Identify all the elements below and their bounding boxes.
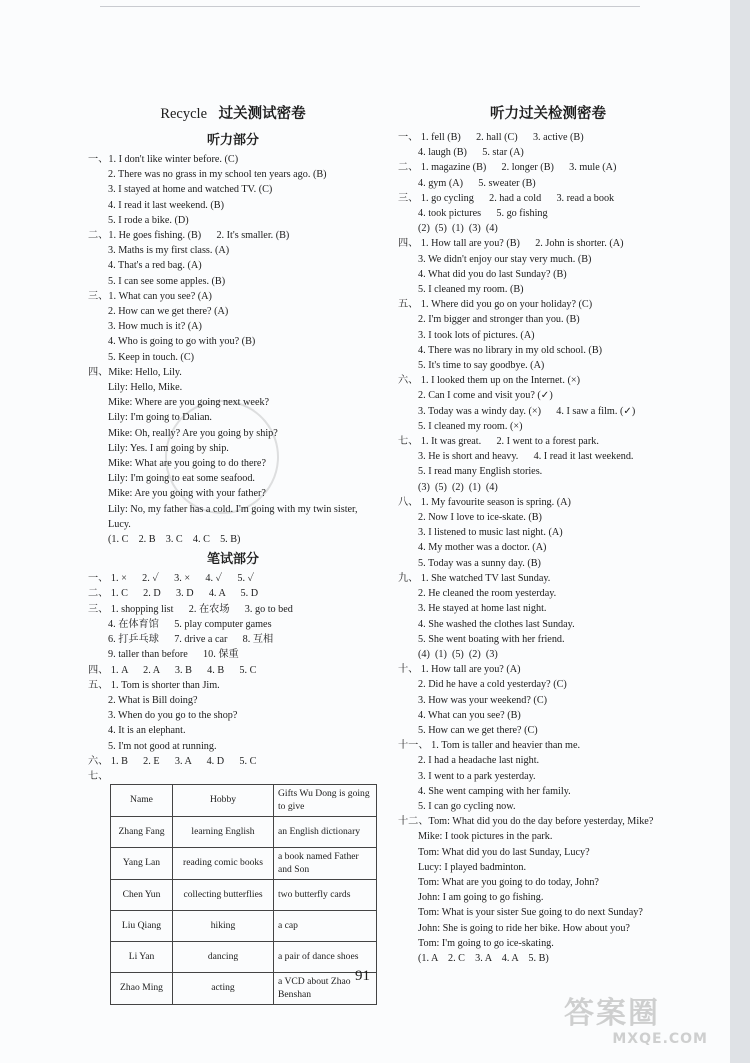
item-text: I stayed at home and watched TV. (C) (118, 184, 273, 196)
table-header-cell: Hobby (173, 785, 274, 817)
item-text: Hello, Lily. (135, 366, 182, 378)
answer-line (398, 556, 698, 571)
answer-line (398, 176, 698, 191)
item-label: 四、 (88, 664, 109, 676)
answer-line (398, 130, 698, 145)
item-label: 三、 (398, 192, 419, 204)
answer-line (398, 464, 698, 479)
answer-line (398, 373, 698, 388)
writing-answers (88, 571, 378, 784)
item-text: What did you do the day before yesterday, Mike? (452, 816, 654, 828)
item-text: Keep in touch. (C) (118, 351, 195, 363)
item-text: 3. Today was a windy day. (×) 4. I saw a film. (✓) (418, 405, 636, 417)
table-cell: a VCD about Zhao Benshan (274, 973, 377, 1005)
item-label: 5. (108, 214, 116, 226)
item-label: 4. (108, 260, 116, 272)
item-text: 1. My favourite season is spring. (A) (420, 496, 571, 508)
item-text: I'm going to go ice-skating. (441, 937, 554, 949)
answer-line (398, 221, 698, 236)
table-cell: reading comic books (173, 848, 274, 880)
answer-line (398, 738, 698, 753)
writing-line (88, 632, 378, 647)
item-text: I'm going to eat some seafood. (130, 473, 255, 485)
item-text: 2. I'm bigger and stronger than you. (B) (418, 314, 580, 326)
table-cell: Zhao Ming (111, 973, 173, 1005)
item-text: How can we get there? (A) (118, 306, 229, 318)
item-text: 3. I listened to music last night. (A) (418, 527, 563, 539)
item-text: She is going to ride her bike. How about you? (442, 922, 630, 934)
answer-line (398, 632, 698, 647)
listening-line (88, 410, 378, 425)
item-text: 4. She washed the clothes last Sunday. (418, 618, 575, 630)
writing-line (88, 678, 378, 693)
item-text: I rode a bike. (D) (118, 214, 189, 226)
item-text: (1. C 2. B 3. C 4. C 5. B) (108, 534, 241, 546)
answer-line (398, 510, 698, 525)
item-text: Yes. I am going by ship. (129, 442, 229, 454)
item-label: 五、 (398, 299, 419, 311)
table-cell: Chen Yun (111, 880, 173, 911)
listening-answers (88, 152, 378, 547)
item-label: Lucy: (418, 861, 442, 873)
item-text: 1. It was great. 2. I went to a forest park. (420, 436, 599, 448)
item-label: 3. (108, 321, 116, 333)
item-label: 一、 (88, 573, 109, 585)
listening-line (88, 289, 378, 304)
item-text: 3. He is short and heavy. 4. I read it last weekend. (418, 451, 634, 463)
answer-line (398, 312, 698, 327)
listening-line (88, 152, 378, 167)
answer-line (398, 951, 698, 966)
answer-line (398, 328, 698, 343)
item-label: 4. (108, 199, 116, 211)
listening-line (88, 228, 378, 243)
answer-line (398, 586, 698, 601)
item-text: 1. Tom is shorter than Jim. (110, 679, 220, 691)
item-text: (4) (1) (5) (2) (3) (418, 648, 498, 660)
watermark-text: 答案圈 (564, 996, 660, 1031)
table-header-cell: Gifts Wu Dong is going to give (274, 785, 377, 817)
item-label: 2. (108, 169, 116, 181)
item-text: I read it last weekend. (B) (118, 199, 224, 211)
listening-line (88, 182, 378, 197)
answer-line (398, 525, 698, 540)
item-text: 2. He cleaned the room yesterday. (418, 588, 557, 600)
writing-line (88, 617, 378, 632)
table-cell: Yang Lan (111, 848, 173, 880)
item-text: 5. I cleaned my room. (×) (418, 420, 523, 432)
item-text: 4. took pictures 5. go fishing (418, 208, 548, 220)
writing-line (88, 571, 378, 586)
item-text: What can you see? (A) (118, 290, 212, 302)
right-title: 听力过关检测密卷 (490, 106, 606, 122)
item-text: (1. A 2. C 3. A 4. A 5. B) (418, 952, 549, 964)
listening-line (88, 471, 378, 486)
table-cell: a cap (274, 911, 377, 942)
item-text: 3. How was your weekend? (C) (418, 694, 548, 706)
item-text: 4. What did you do last Sunday? (B) (418, 268, 567, 280)
item-text: 1. shopping list 2. 在农场 3. go to bed (110, 603, 293, 615)
item-text: 1. B 2. E 3. A 4. D 5. C (110, 755, 257, 767)
item-text: 2. Did he have a cold yesterday? (C) (418, 679, 567, 691)
answer-line (398, 860, 698, 875)
item-label: 四、 (398, 238, 419, 250)
item-label: 十、 (398, 664, 419, 676)
item-text: 5. I can go cycling now. (418, 800, 516, 812)
table-cell: hiking (173, 911, 274, 942)
left-title-cn: 过关测试密卷 (218, 106, 306, 122)
listening-line (88, 395, 378, 410)
table-cell: dancing (173, 942, 274, 973)
listening-line (88, 319, 378, 334)
listening-line (88, 486, 378, 501)
left-title (88, 104, 378, 124)
listening-line (88, 167, 378, 182)
writing-line (88, 663, 378, 678)
table-cell: an English dictionary (274, 817, 377, 848)
answer-line (398, 206, 698, 221)
item-text: What are you going to do there? (134, 458, 266, 470)
item-text: 1. fell (B) 2. hall (C) 3. active (B) (420, 132, 584, 143)
item-label: Tom: (418, 876, 440, 888)
table-cell: acting (173, 973, 274, 1005)
table-row (111, 880, 377, 911)
answer-line (398, 343, 698, 358)
answer-line (398, 890, 698, 905)
item-label: 五、 (88, 679, 109, 691)
table-cell: a book named Father and Son (274, 848, 377, 880)
listening-line (88, 380, 378, 395)
item-text: Are you going with your father? (134, 488, 266, 500)
writing-line (88, 769, 378, 784)
listening-line (88, 456, 378, 471)
item-text: 1. She watched TV last Sunday. (420, 572, 551, 584)
table-row (111, 911, 377, 942)
answer-line (398, 662, 698, 677)
answer-line (398, 905, 698, 920)
item-label: 六、 (88, 755, 109, 767)
item-label: 三、1. (88, 290, 117, 302)
table-cell: collecting butterflies (173, 880, 274, 911)
table-row (111, 973, 377, 1005)
listening-line (88, 258, 378, 273)
answer-line (398, 799, 698, 814)
item-text: No, my father has a cold. I'm going with my twin sister, (130, 503, 358, 515)
item-text: 4. My mother was a doctor. (A) (418, 542, 547, 554)
item-text: 3. When do you go to the shop? (108, 710, 238, 722)
answer-line (398, 252, 698, 267)
listening-line (88, 502, 378, 517)
item-text: I took pictures in the park. (444, 831, 553, 843)
table-cell: Zhang Fang (111, 817, 173, 848)
right-column (398, 104, 698, 966)
item-text: Who is going to go with you? (B) (118, 336, 256, 348)
page-edge (730, 0, 750, 1063)
item-label: Mike: (108, 427, 133, 439)
listening-line (88, 213, 378, 228)
item-label: John: (418, 922, 441, 934)
answer-line (398, 495, 698, 510)
item-text: Maths is my first class. (A) (118, 245, 230, 257)
item-text: 4. laugh (B) 5. star (A) (418, 147, 524, 159)
item-text: 2. Can I come and visit you? (✓) (418, 390, 553, 402)
answer-line (398, 936, 698, 951)
item-text: 5. She went boating with her friend. (418, 633, 565, 645)
writing-line (88, 723, 378, 738)
answer-line (398, 875, 698, 890)
hobby-table (110, 784, 377, 1005)
item-text: Hello, Mike. (130, 382, 183, 394)
item-label: 九、 (398, 572, 419, 584)
item-text: 2. What is Bill doing? (108, 694, 198, 706)
left-column (88, 104, 378, 784)
item-text: 6. 打乒乓球 7. drive a car 8. 互相 (108, 634, 274, 646)
table-cell: Li Yan (111, 942, 173, 973)
item-text: He goes fishing. (B) 2. It's smaller. (B) (118, 230, 290, 242)
listening-line (88, 532, 378, 547)
item-text: I don't like winter before. (C) (118, 154, 239, 165)
item-text: 1. Where did you go on your holiday? (C) (420, 299, 593, 311)
item-text: 5. Today was a sunny day. (B) (418, 557, 541, 569)
item-text: (3) (5) (2) (1) (4) (418, 481, 498, 493)
answer-line (398, 617, 698, 632)
item-label: Lily: (108, 473, 128, 485)
table-cell: Liu Qiang (111, 911, 173, 942)
item-label: Mike: (418, 831, 443, 843)
item-text: I can see some apples. (B) (118, 275, 226, 287)
item-text: 2. Now I love to ice-skate. (B) (418, 512, 542, 524)
answer-line (398, 540, 698, 555)
table-row (111, 817, 377, 848)
item-text: 1. How tall are you? (A) (420, 664, 521, 676)
listening-line (88, 517, 378, 532)
item-text: 2. I had a headache last night. (418, 755, 540, 767)
writing-line (88, 708, 378, 723)
item-text: 4. What can you see? (B) (418, 709, 521, 721)
answer-line (398, 191, 698, 206)
item-text: 4. There was no library in my old school. (B) (418, 344, 603, 356)
item-text: 1. C 2. D 3. D 4. A 5. D (110, 588, 259, 600)
answer-line (398, 829, 698, 844)
item-text: 1. A 2. A 3. B 4. B 5. C (110, 664, 257, 676)
listening-line (88, 334, 378, 349)
answer-line (398, 601, 698, 616)
item-text: 4. She went camping with her family. (418, 785, 571, 797)
left-title-latin: Recycle (160, 106, 208, 122)
item-text: 5. I'm not good at running. (108, 740, 217, 752)
answer-line (398, 404, 698, 419)
item-text: 5. I cleaned my room. (B) (418, 284, 524, 296)
item-label: 5. (108, 275, 116, 287)
item-text: I am going to go fishing. (442, 892, 544, 904)
table-row (111, 942, 377, 973)
item-text: 5. How can we get there? (C) (418, 724, 538, 736)
item-label: 二、 (88, 588, 109, 600)
top-rule (100, 6, 640, 7)
item-text: 4. It is an elephant. (108, 725, 186, 737)
item-label: 2. (108, 306, 116, 318)
answer-line (398, 647, 698, 662)
item-label: 六、 (398, 375, 419, 387)
writing-line (88, 586, 378, 601)
answer-line (398, 753, 698, 768)
answer-line (398, 267, 698, 282)
item-text: I played badminton. (444, 861, 527, 873)
answer-line (398, 449, 698, 464)
writing-line (88, 693, 378, 708)
item-label: 3. (108, 184, 116, 196)
answer-line (398, 571, 698, 586)
item-label: 一、 (398, 132, 419, 143)
answer-line (398, 145, 698, 160)
answer-line (398, 297, 698, 312)
item-text: I'm going to Dalian. (130, 412, 212, 424)
item-text: 1. magazine (B) 2. longer (B) 3. mule (A) (420, 162, 617, 174)
listening-line (88, 198, 378, 213)
item-label: 4. (108, 336, 116, 348)
answer-line (398, 769, 698, 784)
item-label: Mike: (108, 397, 133, 409)
item-label: Lily: (108, 503, 128, 515)
page-number: 91 (355, 968, 370, 984)
item-text: That's a red bag. (A) (118, 260, 202, 272)
item-label: Lily: (108, 382, 128, 394)
watermark-logo (564, 997, 714, 1055)
answer-line (398, 434, 698, 449)
item-label: 十二、Tom: (398, 816, 450, 828)
answer-line (398, 358, 698, 373)
answer-line (398, 708, 698, 723)
item-label: John: (418, 892, 441, 904)
item-label: 七、 (88, 770, 109, 782)
writing-line (88, 647, 378, 662)
item-text: 4. gym (A) 5. sweater (B) (418, 177, 536, 189)
item-label: Tom: (418, 937, 440, 949)
item-text: What did you do last Sunday, Lucy? (441, 846, 590, 858)
item-label: 二、 (398, 162, 419, 174)
item-text: (2) (5) (1) (3) (4) (418, 223, 498, 235)
item-text: 4. 在体育馆 5. play computer games (108, 618, 272, 630)
listening-line (88, 426, 378, 441)
answer-line (398, 480, 698, 495)
answer-line (398, 693, 698, 708)
item-label: Tom: (418, 846, 440, 858)
answer-line (398, 419, 698, 434)
item-label: 二、1. (88, 230, 117, 242)
item-label: Lily: (108, 442, 128, 454)
item-label: Mike: (108, 458, 133, 470)
watermark-url: MXQE.COM (612, 1031, 708, 1047)
item-label: 四、Mike: (88, 366, 133, 378)
answer-line (398, 845, 698, 860)
answer-line (398, 236, 698, 251)
writing-heading: 笔试部分 (206, 551, 259, 567)
item-label: 三、 (88, 603, 109, 615)
item-text: 3. We didn't enjoy our stay very much. (B) (418, 253, 592, 265)
table-header-row (111, 785, 377, 817)
writing-line (88, 602, 378, 617)
item-label: Lily: (108, 412, 128, 424)
item-text: 3. I went to a park yesterday. (418, 770, 536, 782)
listening-line (88, 243, 378, 258)
item-text: 3. He stayed at home last night. (418, 603, 547, 615)
item-label: Tom: (418, 907, 440, 919)
item-text: 3. I took lots of pictures. (A) (418, 329, 535, 341)
item-text: What are you going to do today, John? (441, 876, 599, 888)
right-answers (398, 130, 698, 966)
item-text: 5. It's time to say goodbye. (A) (418, 360, 545, 372)
item-label: 一、1. (88, 154, 117, 165)
answer-line (398, 282, 698, 297)
table-cell: learning English (173, 817, 274, 848)
answer-line (398, 160, 698, 175)
listening-line (88, 274, 378, 289)
writing-line (88, 739, 378, 754)
item-text: 5. I read many English stories. (418, 466, 543, 478)
table-cell: two butterfly cards (274, 880, 377, 911)
item-text: How much is it? (A) (118, 321, 202, 333)
listening-line (88, 441, 378, 456)
item-text: What is your sister Sue going to do next Sunday? (441, 907, 643, 919)
listening-line (88, 304, 378, 319)
item-text: Where are you going next week? (134, 397, 270, 409)
listening-heading: 听力部分 (206, 132, 259, 147)
table-cell: a pair of dance shoes (274, 942, 377, 973)
item-text: 9. taller than before 10. 保重 (108, 649, 239, 661)
item-text: 1. × 2. ✓ 3. × 4. ✓ 5. ✓ (110, 573, 255, 585)
table-row (111, 848, 377, 880)
item-label: 3. (108, 245, 116, 257)
item-label: 5. (108, 351, 116, 363)
item-label: Mike: (108, 488, 133, 500)
item-text: Oh, really? Are you going by ship? (134, 427, 278, 439)
listening-line (88, 350, 378, 365)
answer-line (398, 814, 698, 829)
item-label: 十一、 (398, 740, 429, 752)
table-header-cell: Name (111, 785, 173, 817)
item-text: Lucy. (108, 518, 131, 530)
item-text: 1. I looked them up on the Internet. (×) (420, 375, 581, 387)
writing-line (88, 754, 378, 769)
item-label: 八、 (398, 496, 419, 508)
answer-line (398, 723, 698, 738)
item-text: 1. How tall are you? (B) 2. John is shorter. (A) (420, 238, 624, 250)
item-text: 1. Tom is taller and heavier than me. (431, 740, 581, 752)
answer-line (398, 921, 698, 936)
listening-line (88, 365, 378, 380)
answer-line (398, 388, 698, 403)
item-text: 1. go cycling 2. had a cold 3. read a book (420, 192, 615, 204)
item-label: 七、 (398, 436, 419, 448)
item-text: There was no grass in my school ten years ago. (B) (118, 169, 327, 181)
answer-line (398, 677, 698, 692)
answer-line (398, 784, 698, 799)
